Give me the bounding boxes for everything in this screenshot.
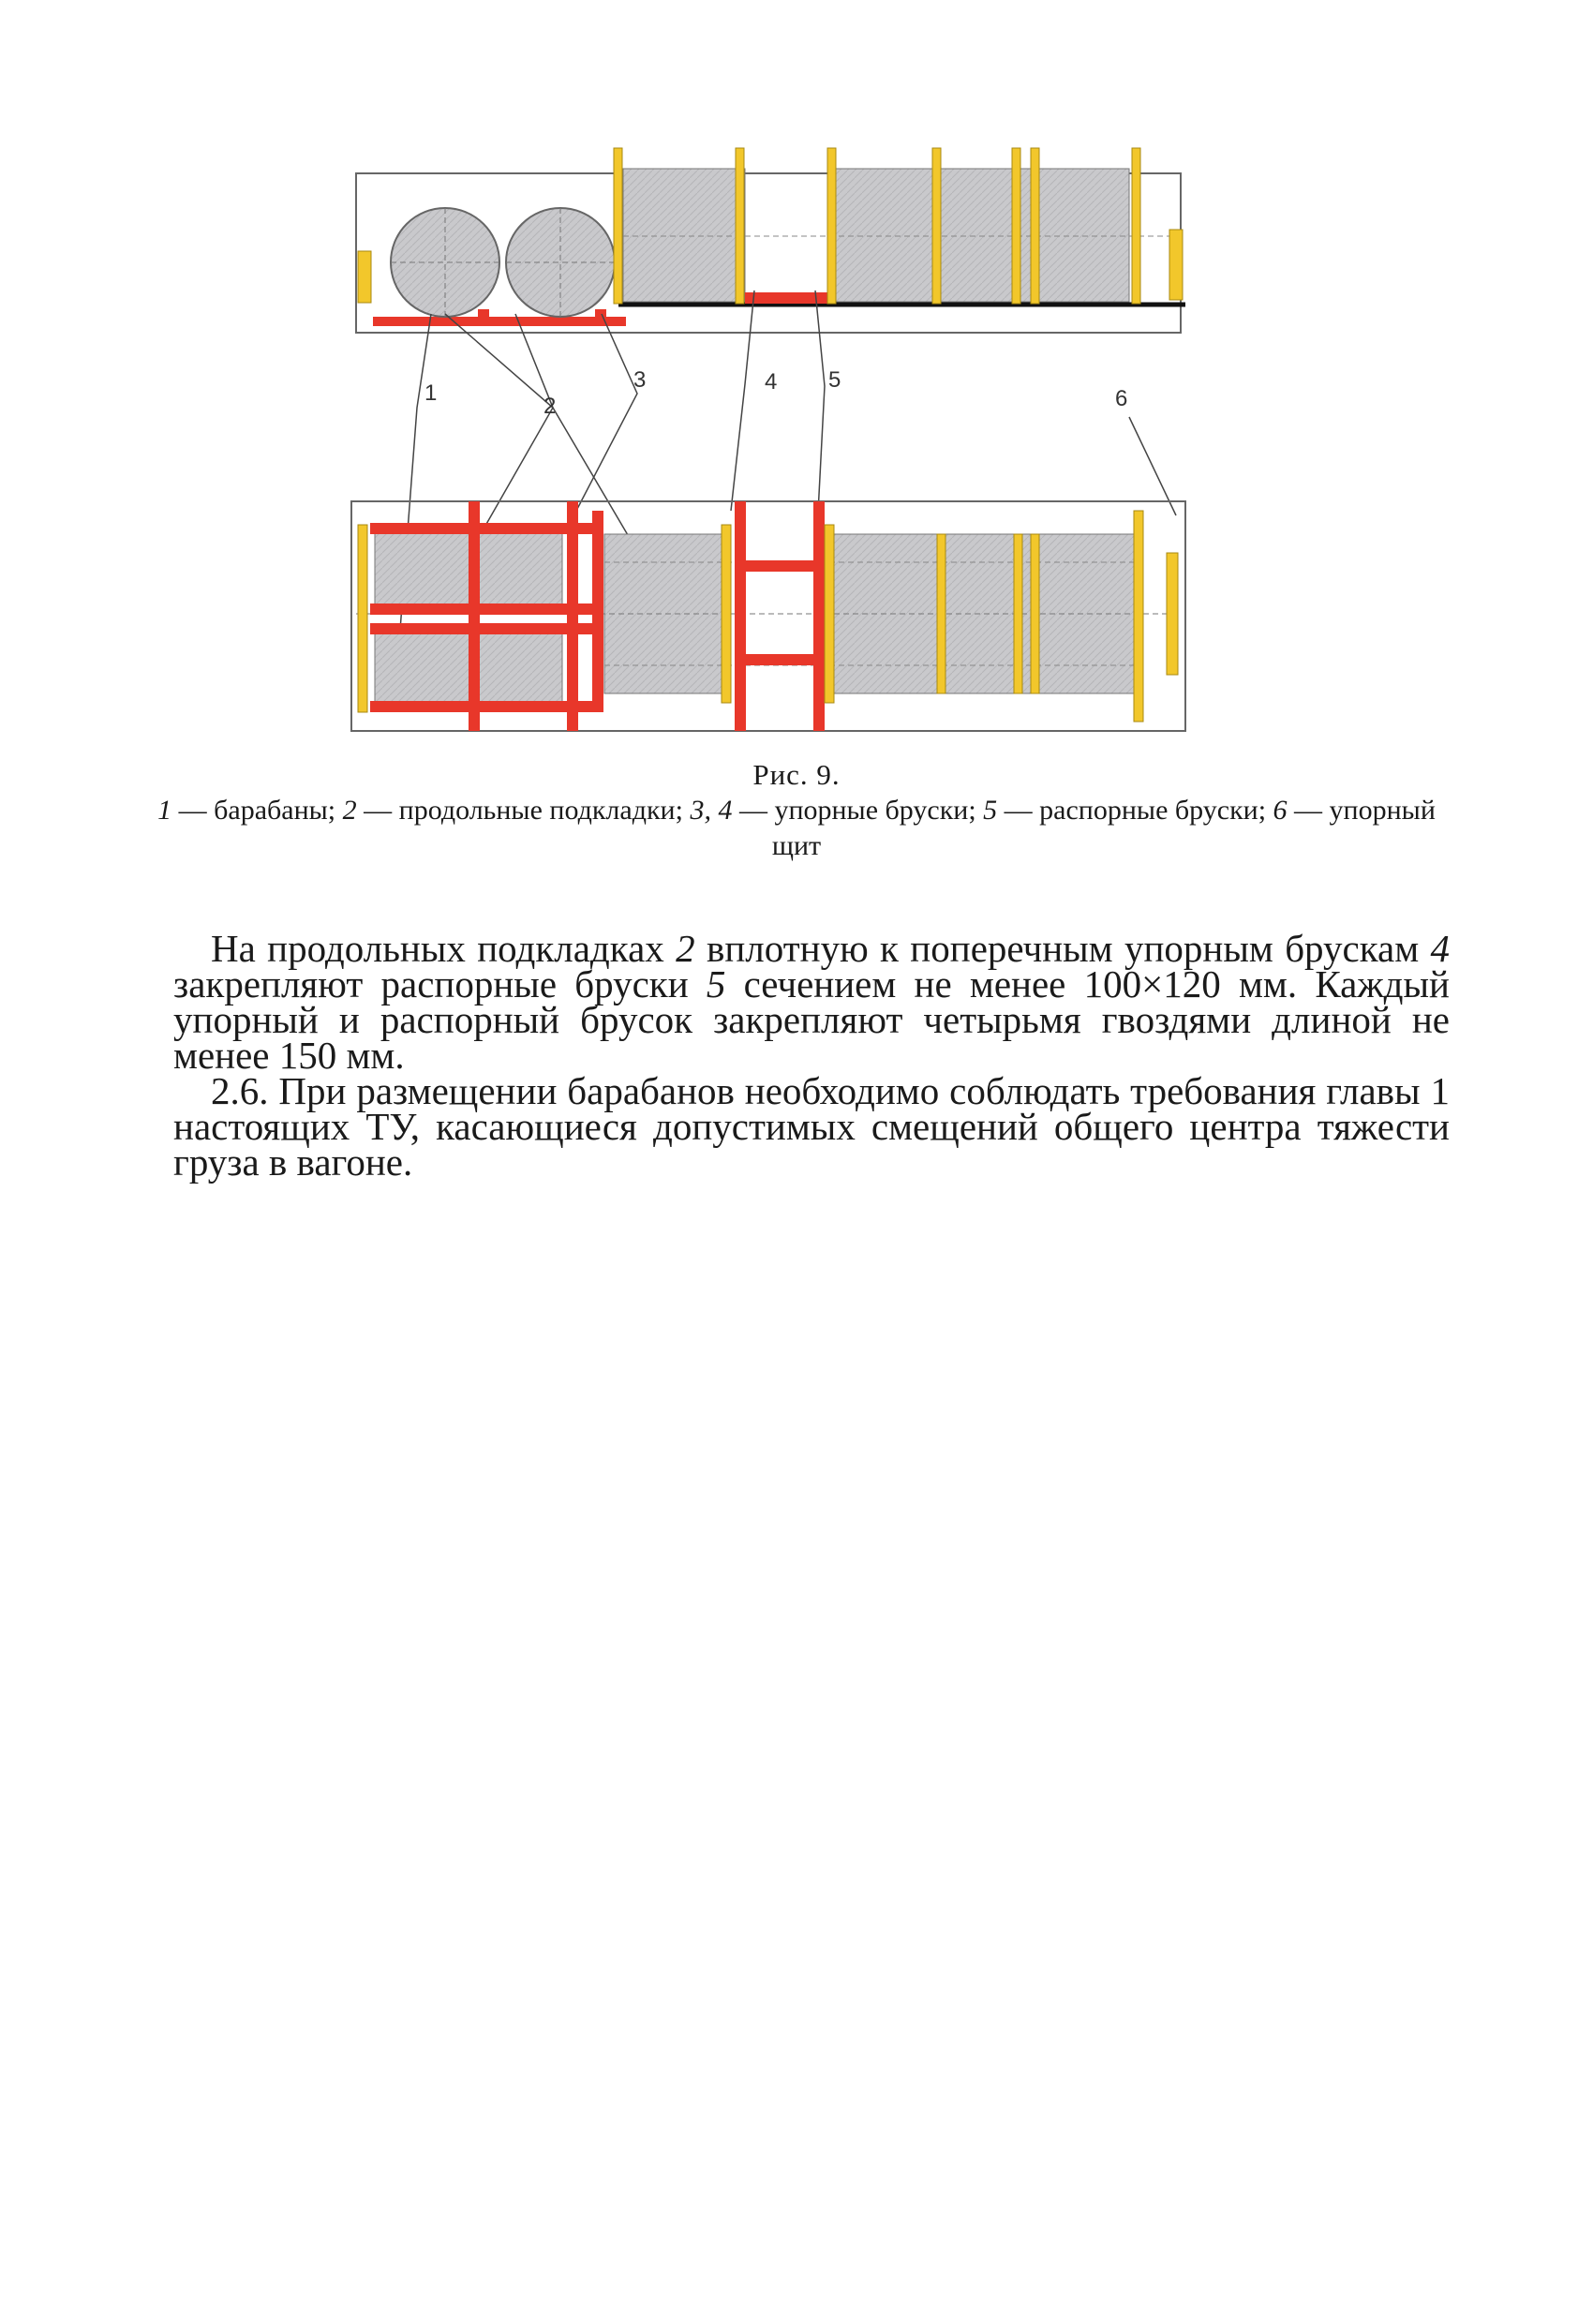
p2-part-0: 2.6. При размещении барабанов необходимо соблюдать требования главы 1 настоящих ТУ, касающиеся допустимых смещений общего центра тяжести груза в вагоне. xyxy=(173,1069,1450,1184)
stop-bar-side-f xyxy=(1031,148,1039,304)
legend-text-2: — продольные подкладки; xyxy=(356,795,691,826)
stop-bar-side-c xyxy=(827,148,836,304)
drum-side-1 xyxy=(391,208,499,317)
loading-scheme-diagram xyxy=(337,141,1218,740)
longitudinal-bar-side xyxy=(373,317,626,326)
yellow-bar-plan-4 xyxy=(937,534,945,693)
yellow-bar-plan-6 xyxy=(1031,534,1039,693)
legend-num-4: 5 xyxy=(983,795,998,826)
callout-3: 3 xyxy=(633,367,647,393)
legend-num-2: 2 xyxy=(342,795,357,826)
long-bar-plan-mid1 xyxy=(370,603,600,615)
wedge-bar-2 xyxy=(595,309,606,319)
stop-bar-side-d xyxy=(932,148,941,304)
figure-9 xyxy=(337,141,1218,740)
spacer-plan-1 xyxy=(746,560,813,572)
p1-part-0: На продольных подкладках xyxy=(211,927,677,970)
stop-bar-side-g xyxy=(1132,148,1140,304)
yellow-bar-plan-5 xyxy=(1014,534,1022,693)
yellow-bar-plan-3 xyxy=(825,525,834,703)
legend-text-3: — упорные бруски; xyxy=(732,795,984,826)
p1-ref-2: 2 xyxy=(676,927,695,970)
figure-caption xyxy=(141,757,1452,864)
yellow-bar-plan-7 xyxy=(1134,511,1143,722)
legend-text-1: — барабаны; xyxy=(171,795,343,826)
stop-bar-side-b xyxy=(736,148,744,304)
end-shield-right xyxy=(1169,230,1183,300)
p1-part-2: вплотную к поперечным упорным брускам xyxy=(694,927,1431,970)
cross-bar-plan-1 xyxy=(469,501,480,731)
cargo-side-1 xyxy=(623,169,745,302)
plan-view xyxy=(351,501,1185,731)
spacer-plan-2 xyxy=(746,654,813,665)
stop-bar-side-a xyxy=(614,148,622,304)
cross-bar-plan-3 xyxy=(592,511,603,712)
side-view xyxy=(356,148,1185,333)
wedge-bar-1 xyxy=(478,309,489,319)
p1-ref-5: 5 xyxy=(706,962,726,1006)
legend-text-5: — упорный щит xyxy=(771,795,1436,861)
long-bar-plan-mid2 xyxy=(370,623,600,634)
stop-bar-plan-4a xyxy=(735,501,746,731)
yellow-bar-plan-2 xyxy=(722,525,731,703)
legend-num-3: 3, 4 xyxy=(690,795,733,826)
drum-side-2 xyxy=(506,208,615,317)
callout-1: 1 xyxy=(424,380,438,406)
long-bar-plan-bottom xyxy=(370,701,600,712)
body-text xyxy=(173,927,1450,1184)
legend-text-4: — распорные бруски; xyxy=(997,795,1273,826)
caption-legend xyxy=(141,793,1452,864)
cargo-side-2 xyxy=(827,169,1129,302)
legend-num-1: 1 xyxy=(157,795,172,826)
caption-title: Рис. 9. xyxy=(752,758,841,791)
callout-4: 4 xyxy=(765,369,778,395)
end-shield-left xyxy=(358,251,371,303)
stop-bar-plan-4b xyxy=(813,501,825,731)
yellow-bar-plan-1 xyxy=(358,525,367,712)
end-shield-plan-right xyxy=(1167,553,1178,675)
callout-5: 5 xyxy=(828,367,841,393)
paragraph-1 xyxy=(173,927,1450,1077)
p1-part-6: сечением не менее 100×120 мм. Каждый упорный и распорный брусок закрепляют четырьмя гвоздями длиной не менее 150 мм. xyxy=(173,962,1450,1077)
callout-6: 6 xyxy=(1115,386,1128,411)
p1-part-4: закрепляют распорные бруски xyxy=(173,962,707,1006)
cross-bar-plan-2 xyxy=(567,501,578,731)
callout-2: 2 xyxy=(543,394,557,419)
long-bar-plan-top xyxy=(370,523,600,534)
paragraph-2 xyxy=(173,1069,1450,1184)
legend-num-5: 6 xyxy=(1273,795,1288,826)
p1-ref-4: 4 xyxy=(1430,927,1450,970)
stop-bar-side-e xyxy=(1012,148,1020,304)
